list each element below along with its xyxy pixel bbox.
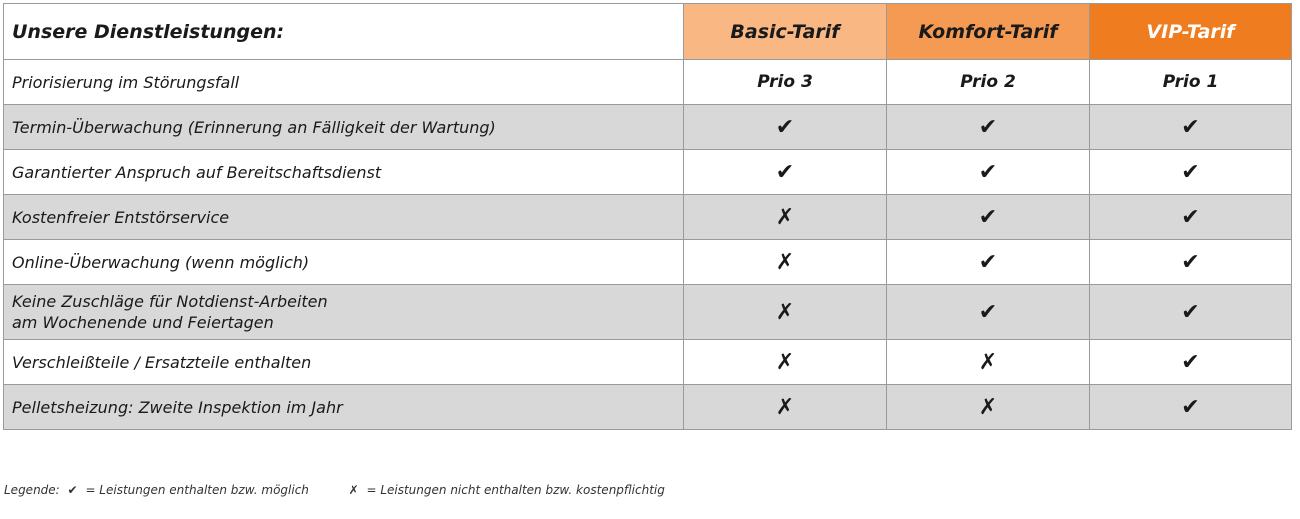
availability-icon: ✗ [684, 240, 887, 285]
availability-icon: ✗ [684, 195, 887, 240]
service-label: Kostenfreier Entstörservice [4, 195, 684, 240]
tier-basic-header: Basic-Tarif [684, 4, 887, 60]
availability-icon: ✔ [887, 285, 1090, 340]
table-row [4, 385, 1292, 430]
header-row [4, 4, 1292, 60]
priority-value: Prio 1 [1090, 60, 1292, 105]
availability-icon: ✔ [1090, 385, 1292, 430]
tier-vip-header: VIP-Tarif [1090, 4, 1292, 60]
availability-icon: ✗ [887, 385, 1090, 430]
availability-icon: ✔ [1090, 240, 1292, 285]
legend-prefix: Legende: [4, 483, 60, 497]
service-label [4, 285, 684, 340]
service-label: Pelletsheizung: Zweite Inspektion im Jahr [4, 385, 684, 430]
availability-icon: ✔ [887, 195, 1090, 240]
table-row [4, 285, 1292, 340]
availability-icon: ✔ [1090, 105, 1292, 150]
legend-cross-text: = Leistungen nicht enthalten bzw. kostenpflichtig [366, 483, 665, 497]
check-icon: ✔ [67, 483, 78, 497]
service-label-line: am Wochenende und Feiertagen [12, 313, 274, 332]
availability-icon: ✔ [1090, 285, 1292, 340]
availability-icon: ✔ [1090, 195, 1292, 240]
availability-icon: ✔ [887, 105, 1090, 150]
availability-icon: ✗ [684, 385, 887, 430]
service-label: Priorisierung im Störungsfall [4, 60, 684, 105]
priority-value: Prio 3 [684, 60, 887, 105]
table-row [4, 60, 1292, 105]
legend-check-text: = Leistungen enthalten bzw. möglich [85, 483, 309, 497]
service-label-line: Keine Zuschläge für Notdienst-Arbeiten [12, 292, 328, 311]
availability-icon: ✔ [684, 105, 887, 150]
table-row [4, 195, 1292, 240]
availability-icon: ✗ [887, 340, 1090, 385]
service-label: Termin-Überwachung (Erinnerung an Fälligkeit der Wartung) [4, 105, 684, 150]
tariff-comparison-table [3, 3, 1292, 430]
legend [4, 483, 669, 497]
availability-icon: ✔ [887, 150, 1090, 195]
availability-icon: ✗ [684, 340, 887, 385]
service-label: Online-Überwachung (wenn möglich) [4, 240, 684, 285]
table-row [4, 240, 1292, 285]
tier-komfort-header: Komfort-Tarif [887, 4, 1090, 60]
priority-value: Prio 2 [887, 60, 1090, 105]
service-label: Verschleißteile / Ersatzteile enthalten [4, 340, 684, 385]
availability-icon: ✗ [684, 285, 887, 340]
availability-icon: ✔ [1090, 150, 1292, 195]
services-title: Unsere Dienstleistungen: [4, 4, 684, 60]
service-label: Garantierter Anspruch auf Bereitschaftsdienst [4, 150, 684, 195]
availability-icon: ✔ [1090, 340, 1292, 385]
availability-icon: ✔ [684, 150, 887, 195]
table-row [4, 340, 1292, 385]
table-row [4, 105, 1292, 150]
table-row [4, 150, 1292, 195]
cross-icon: ✗ [348, 483, 359, 497]
availability-icon: ✔ [887, 240, 1090, 285]
